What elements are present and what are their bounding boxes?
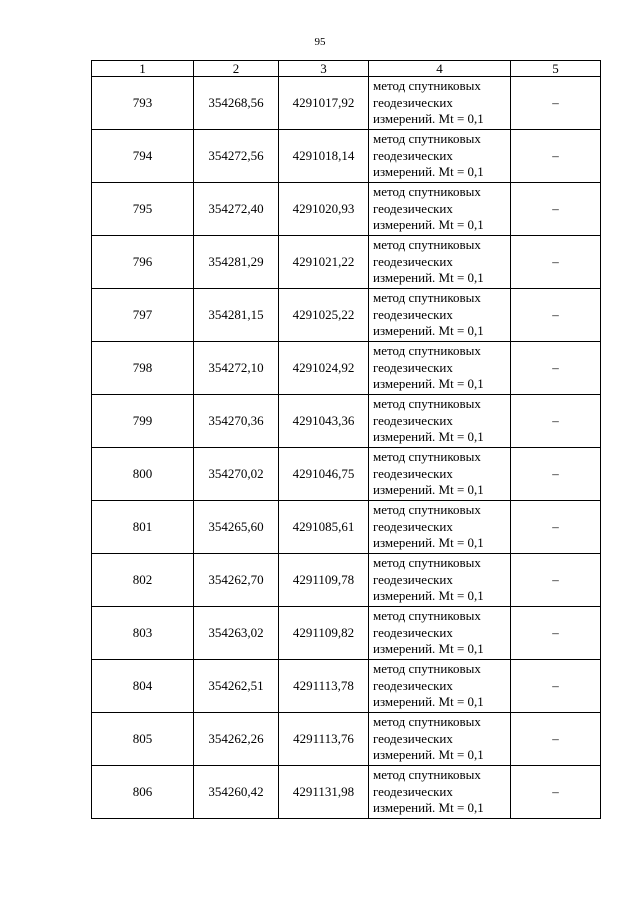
y-coordinate-cell: 4291113,78 <box>279 660 369 713</box>
note-cell: – <box>511 766 601 819</box>
table-row <box>92 183 601 236</box>
method-cell: метод спутниковых геодезических измерений. Mt = 0,1 <box>369 713 511 766</box>
y-coordinate-cell: 4291046,75 <box>279 448 369 501</box>
table-row <box>92 77 601 130</box>
y-coordinate-cell: 4291109,78 <box>279 554 369 607</box>
point-number-cell: 794 <box>92 130 194 183</box>
y-coordinate-cell: 4291109,82 <box>279 607 369 660</box>
table-row <box>92 660 601 713</box>
point-number-cell: 796 <box>92 236 194 289</box>
point-number-cell: 803 <box>92 607 194 660</box>
method-cell: метод спутниковых геодезических измерений. Mt = 0,1 <box>369 77 511 130</box>
x-coordinate-cell: 354262,70 <box>194 554 279 607</box>
note-cell: – <box>511 448 601 501</box>
method-cell: метод спутниковых геодезических измерений. Mt = 0,1 <box>369 607 511 660</box>
x-coordinate-cell: 354272,10 <box>194 342 279 395</box>
note-cell: – <box>511 395 601 448</box>
method-cell: метод спутниковых геодезических измерений. Mt = 0,1 <box>369 130 511 183</box>
x-coordinate-cell: 354262,26 <box>194 713 279 766</box>
table-row <box>92 766 601 819</box>
y-coordinate-cell: 4291043,36 <box>279 395 369 448</box>
point-number-cell: 804 <box>92 660 194 713</box>
method-cell: метод спутниковых геодезических измерений. Mt = 0,1 <box>369 554 511 607</box>
method-cell: метод спутниковых геодезических измерений. Mt = 0,1 <box>369 395 511 448</box>
method-cell: метод спутниковых геодезических измерений. Mt = 0,1 <box>369 183 511 236</box>
y-coordinate-cell: 4291025,22 <box>279 289 369 342</box>
x-coordinate-cell: 354270,36 <box>194 395 279 448</box>
coordinates-table <box>91 60 601 819</box>
point-number-cell: 799 <box>92 395 194 448</box>
y-coordinate-cell: 4291085,61 <box>279 501 369 554</box>
point-number-cell: 798 <box>92 342 194 395</box>
method-cell: метод спутниковых геодезических измерений. Mt = 0,1 <box>369 448 511 501</box>
note-cell: – <box>511 289 601 342</box>
table-header-row <box>92 61 601 77</box>
note-cell: – <box>511 342 601 395</box>
table-row <box>92 448 601 501</box>
note-cell: – <box>511 554 601 607</box>
point-number-cell: 795 <box>92 183 194 236</box>
method-cell: метод спутниковых геодезических измерений. Mt = 0,1 <box>369 660 511 713</box>
y-coordinate-cell: 4291113,76 <box>279 713 369 766</box>
x-coordinate-cell: 354263,02 <box>194 607 279 660</box>
y-coordinate-cell: 4291017,92 <box>279 77 369 130</box>
header-col-5: 5 <box>511 61 601 77</box>
x-coordinate-cell: 354262,51 <box>194 660 279 713</box>
method-cell: метод спутниковых геодезических измерений. Mt = 0,1 <box>369 342 511 395</box>
note-cell: – <box>511 236 601 289</box>
y-coordinate-cell: 4291024,92 <box>279 342 369 395</box>
x-coordinate-cell: 354268,56 <box>194 77 279 130</box>
point-number-cell: 801 <box>92 501 194 554</box>
x-coordinate-cell: 354272,56 <box>194 130 279 183</box>
note-cell: – <box>511 501 601 554</box>
y-coordinate-cell: 4291018,14 <box>279 130 369 183</box>
method-cell: метод спутниковых геодезических измерений. Mt = 0,1 <box>369 236 511 289</box>
x-coordinate-cell: 354265,60 <box>194 501 279 554</box>
method-cell: метод спутниковых геодезических измерений. Mt = 0,1 <box>369 501 511 554</box>
point-number-cell: 805 <box>92 713 194 766</box>
table-row <box>92 289 601 342</box>
y-coordinate-cell: 4291020,93 <box>279 183 369 236</box>
table-row <box>92 607 601 660</box>
point-number-cell: 793 <box>92 77 194 130</box>
method-cell: метод спутниковых геодезических измерений. Mt = 0,1 <box>369 766 511 819</box>
table-row <box>92 501 601 554</box>
page-number: 95 <box>314 36 326 48</box>
note-cell: – <box>511 607 601 660</box>
table-row <box>92 395 601 448</box>
point-number-cell: 797 <box>92 289 194 342</box>
point-number-cell: 806 <box>92 766 194 819</box>
header-col-3: 3 <box>279 61 369 77</box>
note-cell: – <box>511 713 601 766</box>
point-number-cell: 800 <box>92 448 194 501</box>
x-coordinate-cell: 354281,15 <box>194 289 279 342</box>
note-cell: – <box>511 183 601 236</box>
note-cell: – <box>511 77 601 130</box>
header-col-4: 4 <box>369 61 511 77</box>
table-row <box>92 236 601 289</box>
x-coordinate-cell: 354281,29 <box>194 236 279 289</box>
y-coordinate-cell: 4291021,22 <box>279 236 369 289</box>
x-coordinate-cell: 354272,40 <box>194 183 279 236</box>
table-row <box>92 342 601 395</box>
point-number-cell: 802 <box>92 554 194 607</box>
header-col-2: 2 <box>194 61 279 77</box>
note-cell: – <box>511 660 601 713</box>
x-coordinate-cell: 354270,02 <box>194 448 279 501</box>
header-col-1: 1 <box>92 61 194 77</box>
method-cell: метод спутниковых геодезических измерений. Mt = 0,1 <box>369 289 511 342</box>
x-coordinate-cell: 354260,42 <box>194 766 279 819</box>
table-row <box>92 713 601 766</box>
table-row <box>92 130 601 183</box>
note-cell: – <box>511 130 601 183</box>
table-row <box>92 554 601 607</box>
y-coordinate-cell: 4291131,98 <box>279 766 369 819</box>
